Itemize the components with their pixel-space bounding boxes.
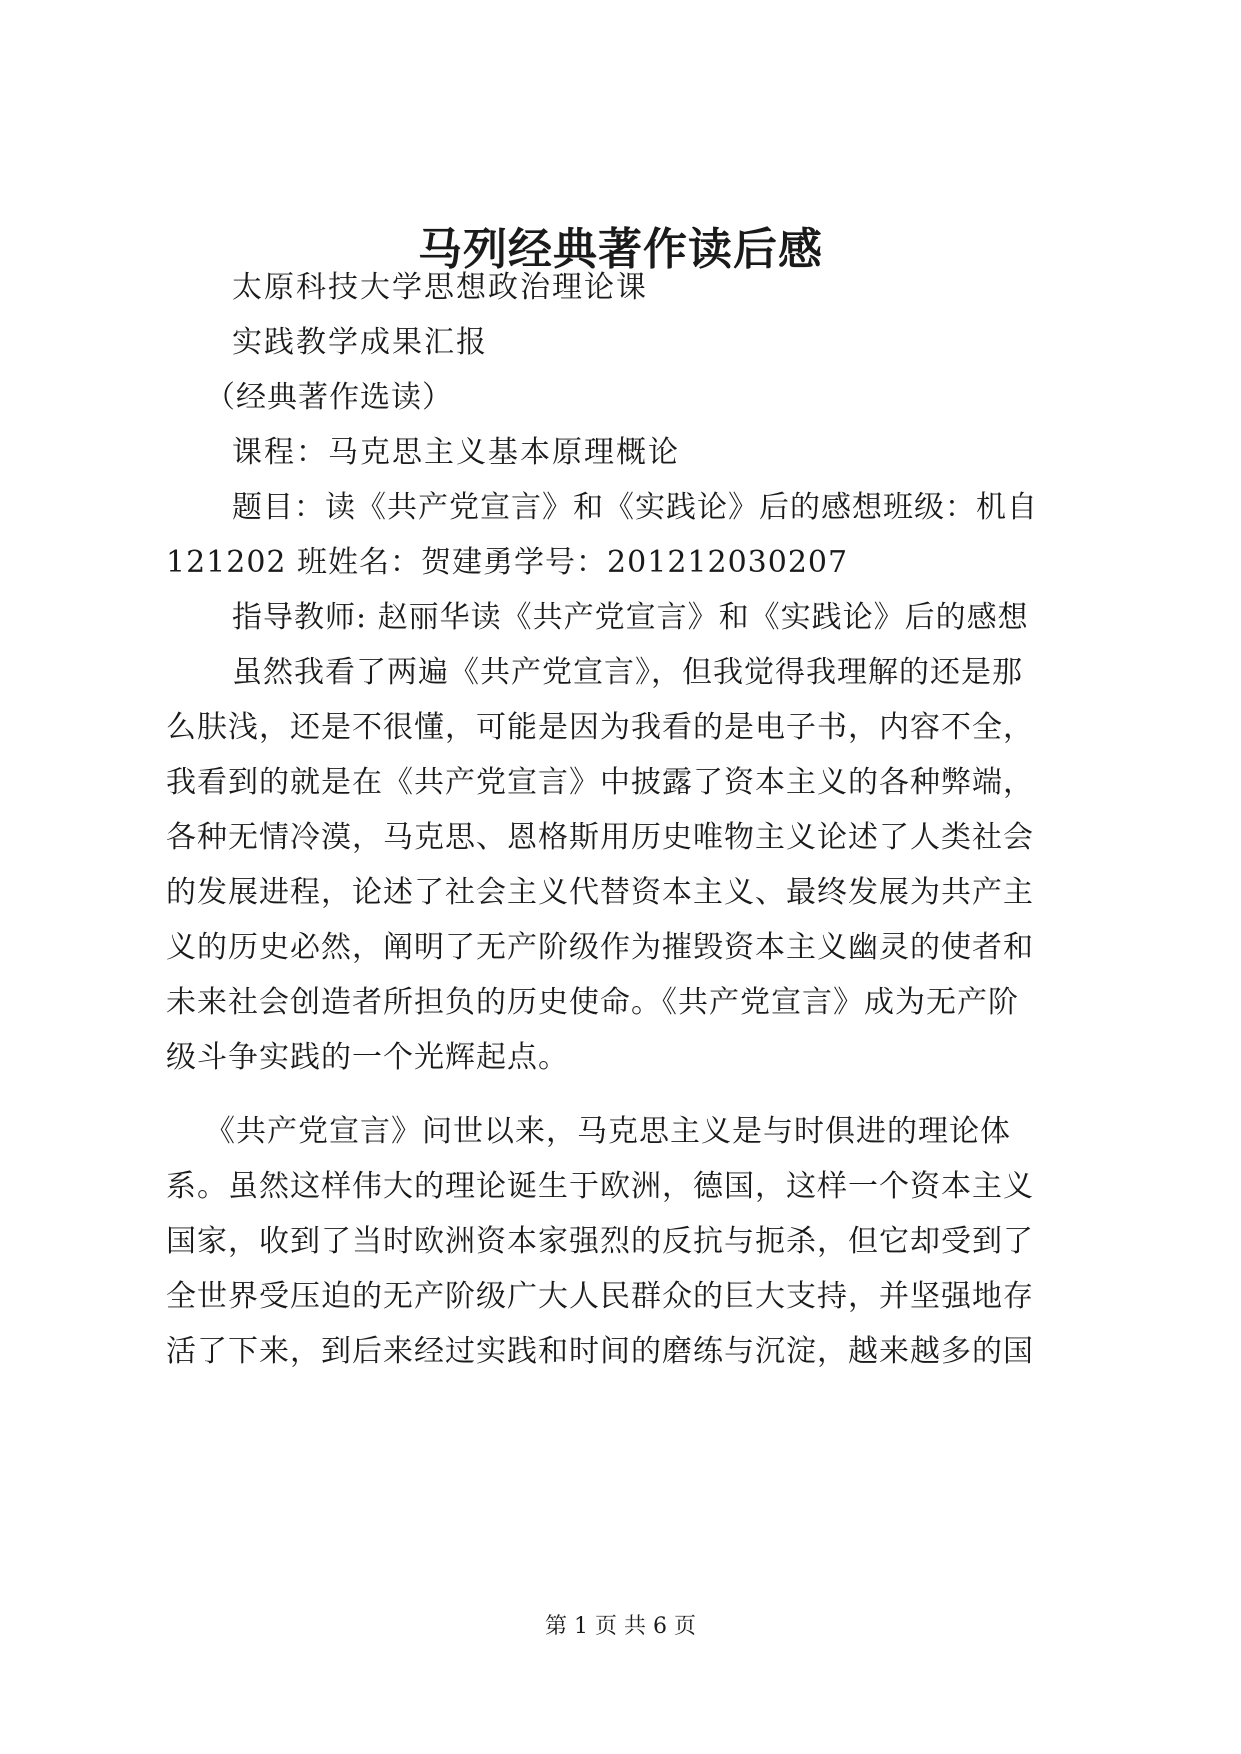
instructor-line: 指导教师: 赵丽华读《共产党宣言》和《实践论》后的感想 — [232, 600, 1029, 635]
course-line: 课程：马克思主义基本原理概论 — [232, 435, 680, 470]
paragraph1-line: 义的历史必然，阐明了无产阶级作为摧毁资本主义幽灵的使者和 — [166, 930, 1034, 965]
report-line: 实践教学成果汇报 — [232, 325, 488, 360]
paragraph1-line: 级斗争实践的一个光辉起点。 — [166, 1040, 569, 1075]
paragraph1-line: 我看到的就是在《共产党宣言》中披露了资本主义的各种弊端， — [166, 765, 1034, 800]
paragraph1-line: 未来社会创造者所担负的历史使命。《共产党宣言》成为无产阶 — [166, 985, 1019, 1020]
paragraph2-line: 《共产党宣言》问世以来，马克思主义是与时俱进的理论体 — [205, 1114, 1011, 1149]
page-indicator: 第 1 页 共 6 页 — [545, 1614, 696, 1639]
paragraph2-line: 国家，收到了当时欧洲资本家强烈的反抗与扼杀，但它却受到了 — [166, 1224, 1034, 1259]
topic-line: 题目：读《共产党宣言》和《实践论》后的感想班级：机自 — [232, 490, 1038, 525]
paragraph2-line: 活了下来，到后来经过实践和时间的磨练与沉淀，越来越多的国 — [166, 1334, 1034, 1369]
paragraph1-line: 各种无情冷漠，马克思、恩格斯用历史唯物主义论述了人类社会 — [166, 820, 1034, 855]
category-line: （经典著作选读） — [205, 380, 453, 415]
paragraph2-line: 全世界受压迫的无产阶级广大人民群众的巨大支持，并坚强地存 — [166, 1279, 1034, 1314]
document-title: 马列经典著作读后感 — [418, 224, 823, 275]
paragraph1-line: 的发展进程，论述了社会主义代替资本主义、最终发展为共产主 — [166, 875, 1034, 910]
student-info-line: 121202 班姓名：贺建勇学号：201212030207 — [166, 545, 849, 580]
paragraph1-line: 么肤浅，还是不很懂，可能是因为我看的是电子书，内容不全， — [166, 710, 1034, 745]
paragraph2-line: 系。虽然这样伟大的理论诞生于欧洲，德国，这样一个资本主义 — [166, 1169, 1034, 1204]
school-line: 太原科技大学思想政治理论课 — [232, 270, 648, 305]
paragraph1-line: 虽然我看了两遍《共产党宣言》，但我觉得我理解的还是那 — [232, 655, 1023, 690]
